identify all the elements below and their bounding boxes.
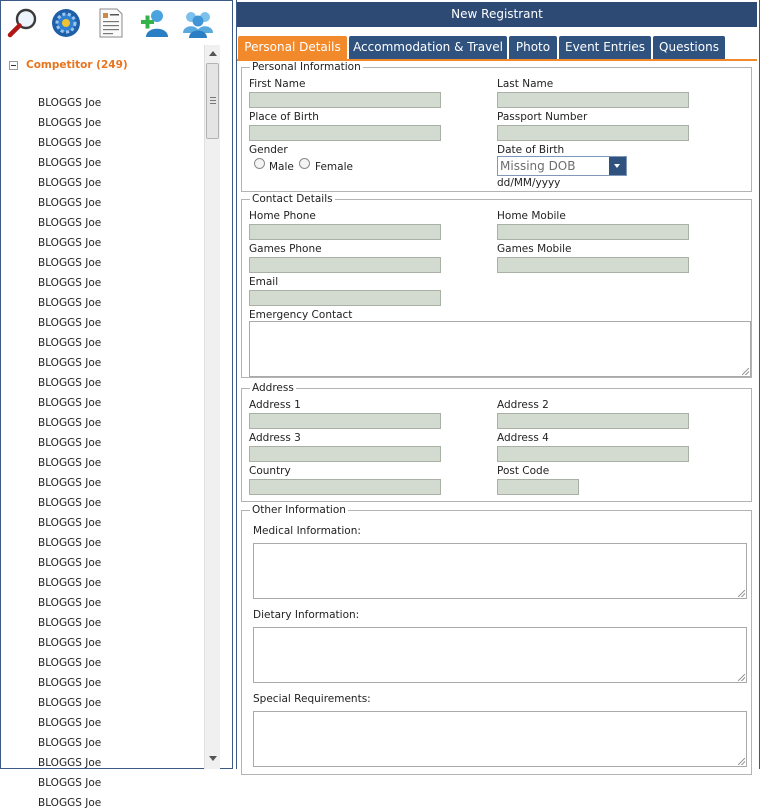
country-field[interactable] (249, 479, 441, 495)
tree-item-registrant[interactable]: BLOGGS Joe (38, 717, 102, 729)
tree-item-registrant[interactable]: BLOGGS Joe (38, 277, 102, 289)
tree-item-registrant[interactable]: BLOGGS Joe (38, 737, 102, 749)
special-requirements-label: Special Requirements: (253, 693, 371, 705)
tree-root-label: Competitor (249) (26, 59, 128, 71)
tree-item-registrant[interactable]: BLOGGS Joe (38, 237, 102, 249)
tree-item-registrant[interactable]: BLOGGS Joe (38, 197, 102, 209)
tab-event-entries[interactable]: Event Entries (559, 36, 651, 59)
email-field[interactable] (249, 290, 441, 306)
tree-item-registrant[interactable]: BLOGGS Joe (38, 117, 102, 129)
first-name-field[interactable] (249, 92, 441, 108)
tree-item-registrant[interactable]: BLOGGS Joe (38, 417, 102, 429)
scroll-down-arrow-icon[interactable] (209, 756, 217, 761)
tree-item-registrant[interactable]: BLOGGS Joe (38, 337, 102, 349)
gender-label: Gender (249, 144, 288, 156)
tree-item-registrant[interactable]: BLOGGS Joe (38, 137, 102, 149)
special-requirements-textarea[interactable] (253, 711, 747, 767)
home-mobile-field[interactable] (497, 224, 689, 240)
female-label: Female (315, 161, 353, 173)
passport-number-field[interactable] (497, 125, 689, 141)
emergency-contact-textarea[interactable] (249, 321, 751, 377)
add-person-icon[interactable] (139, 7, 171, 39)
registrant-form-pane (236, 0, 760, 769)
post-code-field[interactable] (497, 479, 579, 495)
contact-details-legend: Contact Details (252, 193, 333, 205)
personal-information-group (241, 61, 752, 192)
place-of-birth-label: Place of Birth (249, 111, 319, 123)
tree-item-registrant[interactable]: BLOGGS Joe (38, 557, 102, 569)
search-icon[interactable] (7, 7, 39, 39)
tab-photo[interactable]: Photo (509, 36, 557, 59)
address-group (241, 382, 752, 502)
dob-value: Missing DOB (500, 159, 576, 173)
tree-item-registrant[interactable]: BLOGGS Joe (38, 657, 102, 669)
tree-item-registrant[interactable]: BLOGGS Joe (38, 597, 102, 609)
home-phone-field[interactable] (249, 224, 441, 240)
resize-grip-icon[interactable] (742, 368, 749, 375)
male-label: Male (269, 161, 294, 173)
tree-item-registrant[interactable]: BLOGGS Joe (38, 777, 102, 789)
tree-item-registrant[interactable]: BLOGGS Joe (38, 757, 102, 769)
scroll-up-arrow-icon[interactable] (209, 51, 217, 56)
address-3-label: Address 3 (249, 432, 301, 444)
tree-item-registrant[interactable]: BLOGGS Joe (38, 517, 102, 529)
tree-item-registrant[interactable]: BLOGGS Joe (38, 97, 102, 109)
games-phone-label: Games Phone (249, 243, 322, 255)
last-name-field[interactable] (497, 92, 689, 108)
first-name-label: First Name (249, 78, 306, 90)
last-name-label: Last Name (497, 78, 554, 90)
tree-item-registrant[interactable]: BLOGGS Joe (38, 497, 102, 509)
address-1-field[interactable] (249, 413, 441, 429)
tree-item-registrant[interactable]: BLOGGS Joe (38, 297, 102, 309)
address-1-label: Address 1 (249, 399, 301, 411)
tree-item-registrant[interactable]: BLOGGS Joe (38, 377, 102, 389)
address-4-field[interactable] (497, 446, 689, 462)
tree-item-registrant[interactable]: BLOGGS Joe (38, 457, 102, 469)
female-radio[interactable] (299, 158, 310, 169)
address-legend: Address (252, 382, 294, 394)
country-label: Country (249, 465, 291, 477)
collapse-icon[interactable] (9, 61, 18, 70)
tree-item-registrant[interactable]: BLOGGS Joe (38, 357, 102, 369)
home-mobile-label: Home Mobile (497, 210, 566, 222)
tree-item-registrant[interactable]: BLOGGS Joe (38, 317, 102, 329)
resize-grip-icon[interactable] (738, 590, 745, 597)
personal-details-panel (237, 59, 757, 769)
tree-item-registrant[interactable]: BLOGGS Joe (38, 437, 102, 449)
form-tabs (237, 36, 757, 59)
form-title: New Registrant (237, 2, 757, 27)
emergency-contact-label: Emergency Contact (249, 309, 353, 321)
contact-details-group (241, 193, 752, 378)
tab-personal-details[interactable]: Personal Details (238, 36, 347, 59)
tree-item-registrant[interactable]: BLOGGS Joe (38, 537, 102, 549)
scrollbar-thumb[interactable] (206, 63, 219, 139)
dob-label: Date of Birth (497, 144, 565, 156)
tree-item-registrant[interactable]: BLOGGS Joe (38, 577, 102, 589)
place-of-birth-field[interactable] (249, 125, 441, 141)
home-phone-label: Home Phone (249, 210, 316, 222)
tree-root-competitor[interactable] (9, 58, 128, 72)
games-mobile-label: Games Mobile (497, 243, 572, 255)
male-radio[interactable] (254, 158, 265, 169)
resize-grip-icon[interactable] (738, 758, 745, 765)
dob-date-picker[interactable] (497, 156, 627, 176)
tree-item-registrant[interactable]: BLOGGS Joe (38, 617, 102, 629)
passport-number-label: Passport Number (497, 111, 588, 123)
tree-item-registrant[interactable]: BLOGGS Joe (38, 217, 102, 229)
address-4-label: Address 4 (497, 432, 549, 444)
tree-item-registrant[interactable]: BLOGGS Joe (38, 257, 102, 269)
email-label: Email (249, 276, 279, 288)
toolbar (1, 1, 232, 45)
tree-item-registrant[interactable]: BLOGGS Joe (38, 177, 102, 189)
dob-format-hint: dd/MM/yyyy (497, 177, 561, 189)
resize-grip-icon[interactable] (738, 674, 745, 681)
medical-information-label: Medical Information: (253, 525, 361, 537)
address-2-label: Address 2 (497, 399, 549, 411)
tree-item-registrant[interactable]: BLOGGS Joe (38, 637, 102, 649)
tree-item-registrant[interactable]: BLOGGS Joe (38, 677, 102, 689)
games-mobile-field[interactable] (497, 257, 689, 273)
registrant-tree (1, 45, 204, 809)
tab-accommodation-travel[interactable]: Accommodation & Travel (349, 36, 507, 59)
post-code-label: Post Code (497, 465, 550, 477)
tree-item-registrant[interactable]: BLOGGS Joe (38, 797, 102, 809)
personal-information-legend: Personal Information (252, 61, 361, 73)
settings-gear-icon[interactable] (50, 7, 82, 39)
address-2-field[interactable] (497, 413, 689, 429)
tree-item-registrant[interactable]: BLOGGS Joe (38, 697, 102, 709)
tree-scrollbar[interactable] (204, 45, 220, 769)
dietary-information-label: Dietary Information: (253, 609, 360, 621)
other-information-group (241, 504, 752, 775)
tree-item-registrant[interactable]: BLOGGS Joe (38, 397, 102, 409)
medical-information-textarea[interactable] (253, 543, 747, 599)
tree-item-registrant[interactable]: BLOGGS Joe (38, 157, 102, 169)
navigator-pane (0, 0, 233, 809)
tree-item-registrant[interactable]: BLOGGS Joe (38, 477, 102, 489)
report-document-icon[interactable] (95, 7, 127, 39)
dietary-information-textarea[interactable] (253, 627, 747, 683)
chevron-down-icon[interactable] (609, 157, 626, 175)
other-information-legend: Other Information (252, 504, 346, 516)
games-phone-field[interactable] (249, 257, 441, 273)
users-group-icon[interactable] (182, 7, 214, 39)
tab-questions[interactable]: Questions (653, 36, 725, 59)
address-3-field[interactable] (249, 446, 441, 462)
